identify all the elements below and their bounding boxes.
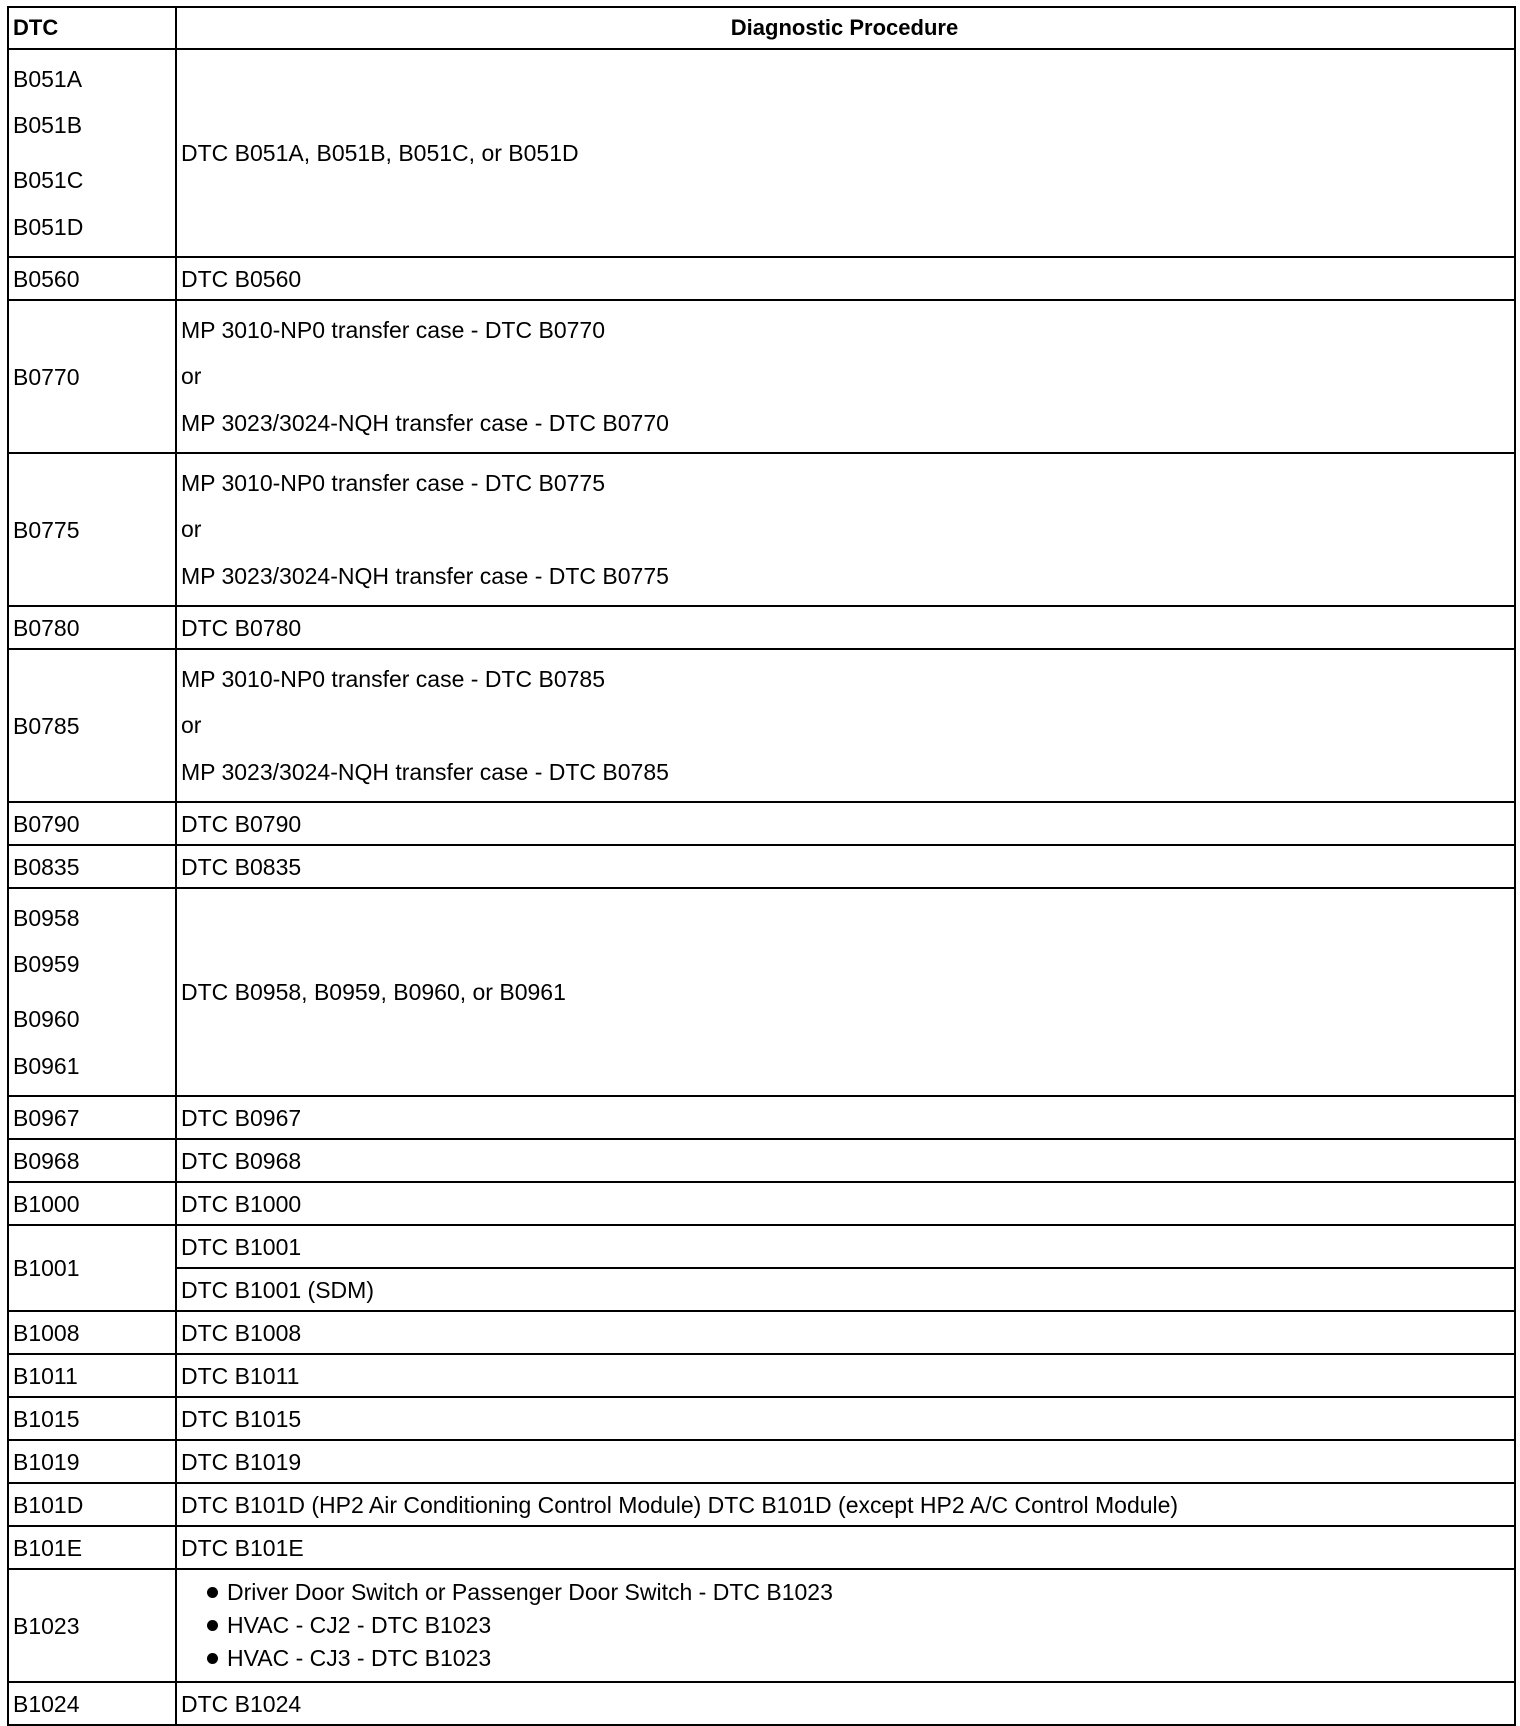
procedure-link[interactable]: DTC B1011 (176, 1354, 1515, 1397)
dtc-code: B1024 (8, 1682, 176, 1725)
dtc-code: B0560 (8, 257, 176, 300)
table-row (8, 649, 1515, 802)
table-row (8, 802, 1515, 845)
table-row (8, 1139, 1515, 1182)
procedure-cell (176, 649, 1515, 802)
procedure-link[interactable]: DTC B051A, B051B, B051C, or B051D (176, 49, 1515, 257)
table-row (8, 300, 1515, 453)
header-procedure: Diagnostic Procedure (176, 7, 1515, 49)
list-item (207, 1609, 1514, 1642)
dtc-table (7, 6, 1516, 1726)
procedure-link[interactable]: DTC B1001 (176, 1225, 1515, 1268)
table-row (8, 1440, 1515, 1483)
procedure-link[interactable]: MP 3023/3024-NQH transfer case - DTC B0775 (181, 563, 669, 589)
procedure-link[interactable]: DTC B1000 (176, 1182, 1515, 1225)
procedure-link[interactable]: MP 3010-NP0 transfer case - DTC B0770 (181, 317, 605, 343)
dtc-code-cell (8, 49, 176, 257)
procedure-or: or (181, 712, 202, 738)
procedure-link[interactable]: HVAC - CJ3 - DTC B1023 (227, 1645, 492, 1671)
table-row (8, 49, 1515, 257)
dtc-code: B101D (8, 1483, 176, 1526)
dtc-code: B1019 (8, 1440, 176, 1483)
table-row (8, 1182, 1515, 1225)
procedure-link[interactable]: MP 3023/3024-NQH transfer case - DTC B0785 (181, 759, 669, 785)
header-row (8, 7, 1515, 49)
table-row (8, 1569, 1515, 1682)
bullet-icon (207, 1653, 218, 1664)
procedure-link[interactable]: DTC B1019 (176, 1440, 1515, 1483)
header-dtc: DTC (8, 7, 176, 49)
procedure-cell (176, 1569, 1515, 1682)
dtc-code: B1011 (8, 1354, 176, 1397)
dtc-code: B0780 (8, 606, 176, 649)
table-row (8, 1397, 1515, 1440)
procedure-link[interactable]: DTC B1015 (176, 1397, 1515, 1440)
dtc-code: B101E (8, 1526, 176, 1569)
procedure-link[interactable]: DTC B1024 (176, 1682, 1515, 1725)
bullet-icon (207, 1620, 218, 1631)
dtc-code: B1023 (8, 1569, 176, 1682)
table-row (8, 1225, 1515, 1268)
table-row (8, 1483, 1515, 1526)
dtc-code: B0785 (8, 649, 176, 802)
procedure-link[interactable]: DTC B1008 (176, 1311, 1515, 1354)
procedure-link[interactable]: HVAC - CJ2 - DTC B1023 (227, 1612, 492, 1638)
dtc-code: B0958 (13, 905, 80, 931)
dtc-code: B0775 (8, 453, 176, 606)
dtc-code: B051A (13, 66, 83, 92)
dtc-code: B051B (13, 112, 83, 138)
dtc-code: B0968 (8, 1139, 176, 1182)
procedure-or: or (181, 363, 202, 389)
dtc-code: B1008 (8, 1311, 176, 1354)
procedure-link[interactable]: MP 3023/3024-NQH transfer case - DTC B0770 (181, 410, 669, 436)
table-row (8, 1354, 1515, 1397)
procedure-link[interactable]: DTC B0780 (176, 606, 1515, 649)
procedure-link[interactable]: DTC B101D (HP2 Air Conditioning Control Module) DTC B101D (except HP2 A/C Control Module) (176, 1483, 1515, 1526)
dtc-code-cell (8, 888, 176, 1096)
table-row (8, 257, 1515, 300)
dtc-code: B0959 (13, 951, 80, 977)
dtc-code: B1001 (8, 1225, 176, 1311)
procedure-link[interactable]: DTC B0958, B0959, B0960, or B0961 (176, 888, 1515, 1096)
procedure-link[interactable]: DTC B101E (176, 1526, 1515, 1569)
dtc-code: B1000 (8, 1182, 176, 1225)
procedure-link[interactable]: DTC B0560 (176, 257, 1515, 300)
dtc-code: B0967 (8, 1096, 176, 1139)
dtc-code: B051C (13, 167, 84, 193)
table-row (8, 1526, 1515, 1569)
procedure-link[interactable]: Driver Door Switch or Passenger Door Switch - DTC B1023 (227, 1579, 833, 1605)
procedure-cell (176, 453, 1515, 606)
dtc-code: B0961 (13, 1053, 80, 1079)
list-item (207, 1642, 1514, 1675)
procedure-link[interactable]: DTC B0968 (176, 1139, 1515, 1182)
procedure-link[interactable]: MP 3010-NP0 transfer case - DTC B0775 (181, 470, 605, 496)
dtc-code: B051D (13, 214, 84, 240)
procedure-link[interactable]: DTC B1001 (SDM) (176, 1268, 1515, 1311)
procedure-cell (176, 300, 1515, 453)
dtc-code: B0790 (8, 802, 176, 845)
dtc-code: B0835 (8, 845, 176, 888)
table-row (8, 845, 1515, 888)
procedure-link[interactable]: MP 3010-NP0 transfer case - DTC B0785 (181, 666, 605, 692)
table-row (8, 606, 1515, 649)
procedure-link[interactable]: DTC B0790 (176, 802, 1515, 845)
table-row (8, 1311, 1515, 1354)
dtc-code: B0770 (8, 300, 176, 453)
table-row (8, 1682, 1515, 1725)
table-row (8, 1268, 1515, 1311)
table-row (8, 453, 1515, 606)
dtc-code: B1015 (8, 1397, 176, 1440)
dtc-code: B0960 (13, 1006, 80, 1032)
table-row (8, 1096, 1515, 1139)
procedure-bullet-list (177, 1570, 1514, 1681)
list-item (207, 1576, 1514, 1609)
procedure-link[interactable]: DTC B0835 (176, 845, 1515, 888)
table-row (8, 888, 1515, 1096)
procedure-or: or (181, 516, 202, 542)
procedure-link[interactable]: DTC B0967 (176, 1096, 1515, 1139)
bullet-icon (207, 1587, 218, 1598)
